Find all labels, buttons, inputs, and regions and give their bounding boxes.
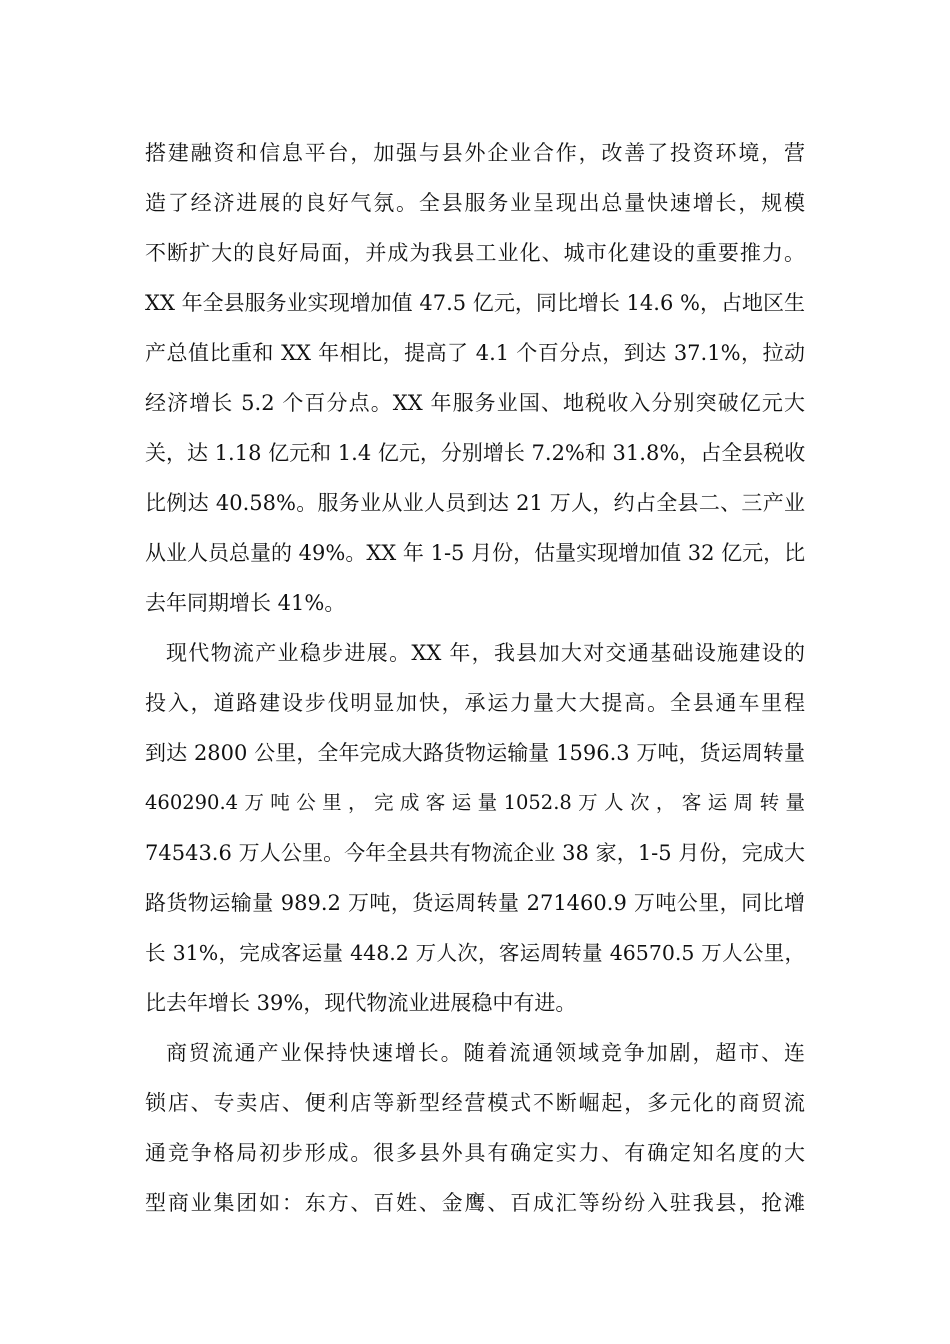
- text-line: 比例达 40.58%。服务业从业人员到达 21 万人，约占全县二、三产业: [145, 491, 805, 515]
- text-line: 搭建融资和信息平台，加强与县外企业合作，改善了投资环境，营: [145, 141, 805, 165]
- text-line: 74543.6 万人公里。今年全县共有物流企业 38 家，1-5 月份，完成大: [145, 841, 805, 865]
- text-line: 460290.4 万 吨 公 里 ， 完 成 客 运 量 1052.8 万 人 次 ， 客 运 周 转 量: [145, 791, 805, 814]
- text-line: 型商业集团如：东方、百姓、金鹰、百成汇等纷纷入驻我县，抢滩: [145, 1191, 805, 1215]
- text-line: 路货物运输量 989.2 万吨，货运周转量 271460.9 万吨公里，同比增: [145, 891, 805, 915]
- paragraph-logistics: [145, 628, 805, 1028]
- text-line: 投入，道路建设步伐明显加快，承运力量大大提高。全县通车里程: [145, 691, 805, 715]
- paragraph-commerce: [145, 1028, 805, 1228]
- text-line: 不断扩大的良好局面，并成为我县工业化、城市化建设的重要推力。: [145, 241, 805, 265]
- text-line: 商贸流通产业保持快速增长。随着流通领域竞争加剧，超市、连: [166, 1041, 805, 1065]
- text-line: XX 年全县服务业实现增加值 47.5 亿元，同比增长 14.6 %，占地区生: [145, 291, 805, 315]
- text-line: 现代物流产业稳步进展。XX 年，我县加大对交通基础设施建设的: [166, 641, 805, 665]
- text-line: 关，达 1.18 亿元和 1.4 亿元，分别增长 7.2%和 31.8%，占全县税收: [145, 441, 806, 465]
- text-line: 去年同期增长 41%。: [145, 591, 346, 615]
- text-line: 产总值比重和 XX 年相比，提高了 4.1 个百分点，到达 37.1%，拉动: [145, 341, 805, 365]
- text-line: 长 31%，完成客运量 448.2 万人次，客运周转量 46570.5 万人公里，: [145, 941, 805, 965]
- paragraph-service-industry: [145, 128, 805, 628]
- text-line: 经济增长 5.2 个百分点。XX 年服务业国、地税收入分别突破亿元大: [145, 391, 805, 415]
- document-body: [145, 128, 805, 1228]
- text-line: 从业人员总量的 49%。XX 年 1-5 月份，估量实现增加值 32 亿元，比: [145, 541, 806, 565]
- text-line: 到达 2800 公里，全年完成大路货物运输量 1596.3 万吨，货运周转量: [145, 741, 805, 765]
- text-line: 通竞争格局初步形成。很多县外具有确定实力、有确定知名度的大: [145, 1141, 805, 1165]
- text-line: 造了经济进展的良好气氛。全县服务业呈现出总量快速增长，规模: [145, 191, 805, 215]
- text-line: 比去年增长 39%，现代物流业进展稳中有进。: [145, 991, 577, 1015]
- text-line: 锁店、专卖店、便利店等新型经营模式不断崛起，多元化的商贸流: [145, 1091, 805, 1115]
